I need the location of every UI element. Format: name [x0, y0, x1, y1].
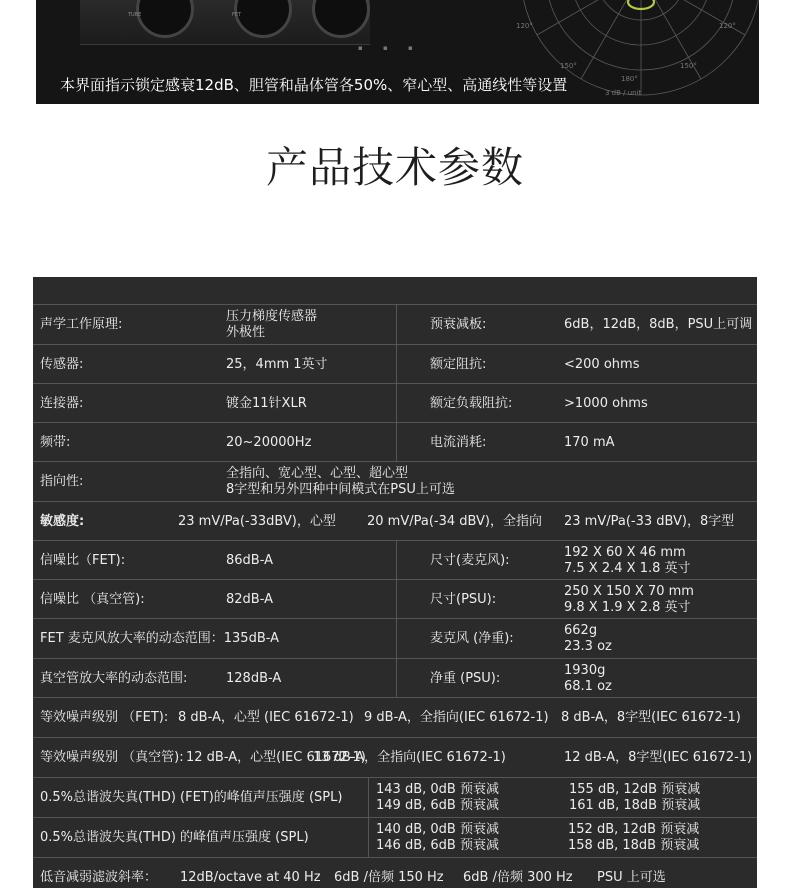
- spec-row-noise-level-fet: [33, 697, 757, 738]
- polar-tick-label: 150°: [680, 62, 697, 70]
- knob-icon: [136, 0, 194, 38]
- device-label-tube: TUBE: [128, 12, 142, 18]
- polar-unit-label: 3 dB / unit: [605, 89, 642, 97]
- polar-tick-label: 120°: [516, 22, 533, 30]
- spec-label: FET 麦克风放大率的动态范围：135dB-A: [40, 631, 280, 646]
- device-image: [80, 0, 370, 45]
- spec-row-max-spl-fet: [33, 777, 757, 818]
- spec-value: 6dB /倍频 150 Hz: [334, 870, 444, 885]
- spec-value: PSU 上可选: [597, 870, 666, 885]
- column-divider: [396, 659, 397, 698]
- column-divider: [396, 384, 397, 423]
- spec-row-connector: [33, 383, 757, 423]
- hero-banner: [36, 0, 759, 104]
- spec-value: 电流消耗:: [430, 434, 487, 450]
- knob-icon: [234, 0, 292, 38]
- spec-value: 12 dB-A，心型(IEC 61672-1): [186, 750, 366, 765]
- column-divider: [396, 541, 397, 580]
- spec-row-noise-level-tube: [33, 737, 757, 778]
- spec-value: 86dB-A: [226, 552, 274, 568]
- column-divider: [396, 580, 397, 619]
- spec-value: 8 dB-A，8字型(IEC 61672-1): [561, 710, 741, 725]
- page-title: 产品技术参数: [265, 143, 524, 192]
- device-label-fet: FET: [232, 12, 242, 18]
- spec-value: 全指向、宽心型、心型、超心型 8字型和另外四种中间模式在PSU上可选: [226, 466, 455, 497]
- spec-value: 20 mV/Pa(-34 dBV)，全指向: [367, 513, 543, 529]
- spec-row-snr-fet: [33, 540, 757, 580]
- spec-value: 镀金11针XLR: [226, 395, 307, 411]
- spec-value: 尺寸(麦克风):: [430, 552, 510, 568]
- banner-caption: 本界面指示锁定感衰12dB、胆管和晶体管各50%、窄心型、高通线性等设置: [60, 76, 568, 94]
- spec-value: <200 ohms: [564, 356, 640, 372]
- spec-row-acoustic-principle: [33, 304, 757, 345]
- spec-value: 净重 (PSU):: [430, 670, 501, 686]
- spec-value: 6dB /倍频 300 Hz: [463, 870, 573, 885]
- spec-row-frequency-range: [33, 422, 757, 462]
- spec-value: 152 dB, 12dB 预衰减 158 dB, 18dB 预衰减: [568, 822, 700, 853]
- spec-value: 143 dB, 0dB 预衰减 149 dB, 6dB 预衰减: [376, 782, 499, 813]
- spec-value: 9 dB-A，全指向(IEC 61672-1): [364, 710, 549, 725]
- spec-row-snr-tube: [33, 579, 757, 619]
- spec-label: 频带:: [40, 434, 71, 450]
- spec-value: 额定负载阻抗:: [430, 395, 513, 411]
- spec-row-tube-dynamic-range: [33, 658, 757, 698]
- polar-tick-label: 120°: [719, 22, 736, 30]
- spec-value: 13 dB-A，全指向(IEC 61672-1): [313, 750, 506, 765]
- spec-value: 12dB/octave at 40 Hz: [180, 870, 321, 885]
- spec-value: 尺寸(PSU):: [430, 591, 497, 607]
- spec-value: 8 dB-A，心型 (IEC 61672-1): [178, 710, 354, 725]
- spec-row-fet-dynamic-range: [33, 618, 757, 659]
- spec-value: 25，4mm 1英寸: [226, 356, 328, 372]
- spec-label: 指向性:: [40, 474, 84, 489]
- spec-label: 信噪比 （真空管):: [40, 591, 145, 607]
- spec-label: 真空管放大率的动态范围:: [40, 670, 188, 686]
- spec-value: 20~20000Hz: [226, 434, 312, 450]
- polar-tick-label: 180°: [621, 75, 638, 83]
- spec-value: 82dB-A: [226, 591, 274, 607]
- column-divider: [396, 345, 397, 384]
- column-divider: [396, 423, 397, 462]
- spec-value: 额定阻抗:: [430, 356, 487, 372]
- spec-label: 等效噪声级别 （真空管):: [40, 750, 184, 765]
- spec-label: 低音减弱滤波斜率：: [40, 870, 158, 885]
- spec-row-max-spl-tube: [33, 817, 757, 858]
- column-divider: [368, 778, 369, 818]
- polar-tick-label: 150°: [560, 62, 577, 70]
- spec-value: 662g 23.3 oz: [564, 623, 612, 654]
- spec-value: 12 dB-A，8字型(IEC 61672-1): [564, 750, 753, 765]
- spec-table: [33, 277, 757, 888]
- knob-icon: [312, 0, 370, 38]
- spec-value: 128dB-A: [226, 670, 282, 686]
- spec-value: 压力梯度传感器 外极性: [226, 309, 318, 340]
- column-divider: [368, 818, 369, 858]
- spec-label: 等效噪声级别 （FET):: [40, 710, 169, 725]
- spec-row-transducer: [33, 344, 757, 384]
- spec-value: 1930g 68.1 oz: [564, 662, 612, 694]
- spec-label: 传感器:: [40, 356, 84, 372]
- spec-value: 6dB，12dB，8dB，PSU上可调: [564, 317, 753, 332]
- spec-value: 250 X 150 X 70 mm 9.8 X 1.9 X 2.8 英寸: [564, 583, 694, 615]
- column-divider: [396, 619, 397, 659]
- spec-value: 155 dB, 12dB 预衰减 161 dB, 18dB 预衰减: [569, 782, 701, 813]
- spec-label: 声学工作原理:: [40, 317, 123, 332]
- spec-value: 23 mV/Pa(-33 dBV)，8字型: [564, 513, 735, 529]
- indicator-dots-icon: ▪ ▪ ▪: [358, 44, 422, 52]
- spec-value: 192 X 60 X 46 mm 7.5 X 2.4 X 1.8 英寸: [564, 544, 691, 576]
- column-divider: [396, 305, 397, 345]
- spec-value: 麦克风 (净重):: [430, 631, 514, 646]
- spec-label: 信噪比（FET):: [40, 552, 126, 568]
- spec-label: 敏感度:: [40, 513, 85, 529]
- spec-label: 0.5%总谐波失真(THD) (FET)的峰值声压强度 (SPL): [40, 790, 343, 805]
- spec-row-low-cut-filter: [33, 857, 757, 888]
- spec-value: 170 mA: [564, 434, 615, 450]
- spec-value: 140 dB, 0dB 预衰减 146 dB, 6dB 预衰减: [376, 822, 499, 853]
- spec-label: 0.5%总谐波失真(THD) 的峰值声压强度 (SPL): [40, 830, 309, 845]
- spec-row-polar-patterns: [33, 461, 757, 502]
- spec-value: 23 mV/Pa(-33dBV)，心型: [178, 513, 336, 529]
- spec-value: 预衰减板:: [430, 317, 487, 332]
- spec-label: 连接器:: [40, 395, 84, 411]
- spec-row-sensitivity: [33, 501, 757, 541]
- spec-value: >1000 ohms: [564, 395, 648, 411]
